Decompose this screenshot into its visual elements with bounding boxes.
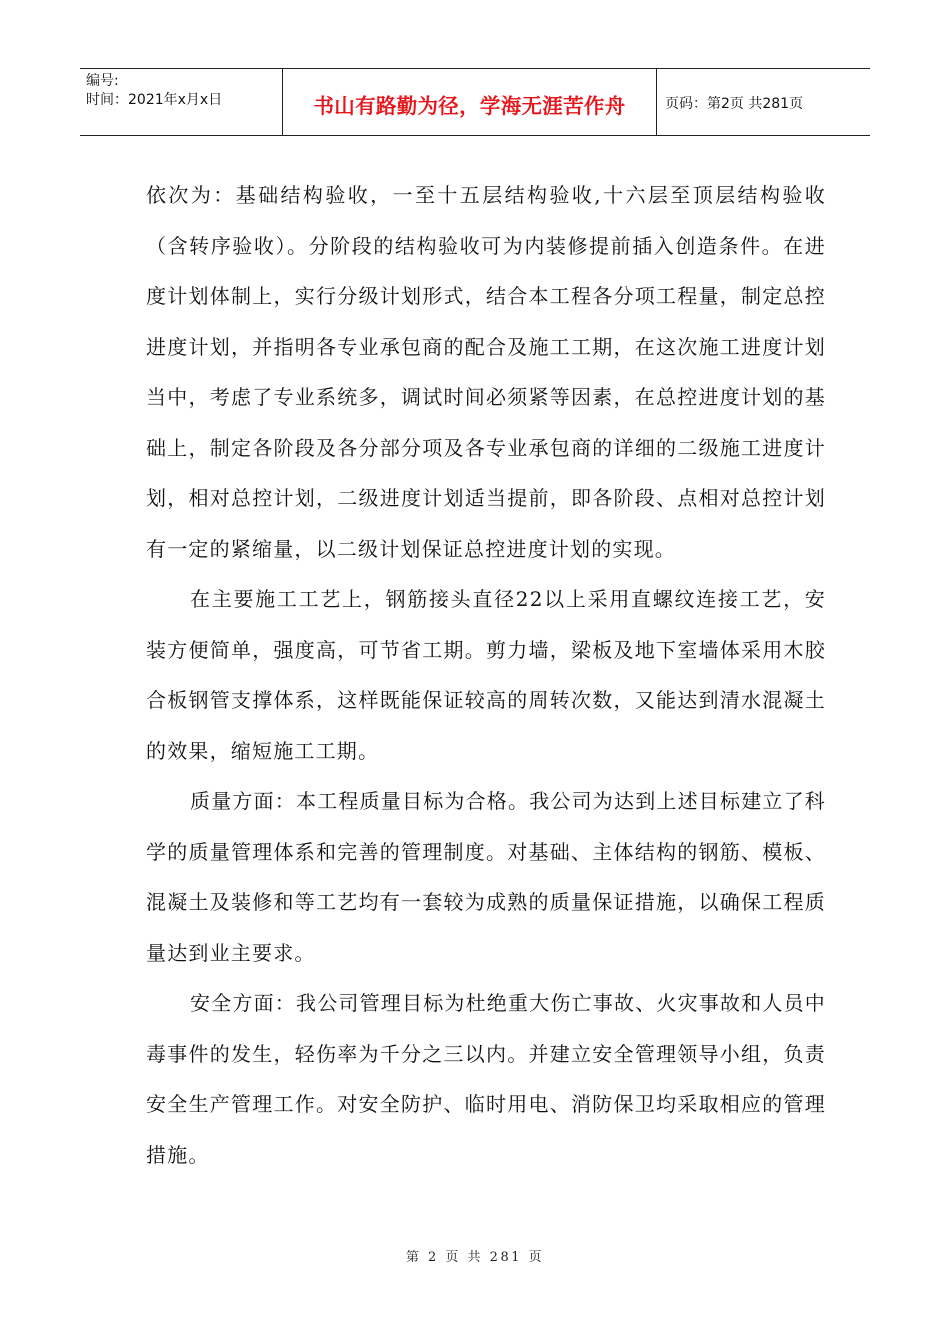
- date-label: 时间：2021年x月x日: [86, 92, 223, 108]
- motto-text: 书山有路勤为径，学海无涯苦作舟: [313, 94, 626, 118]
- paragraph-schedule: 依次为：基础结构验收，一至十五层结构验收,十六层至顶层结构验收（含转序验收）。分阶段的结构验收可为内装修提前插入创造条件。在进度计划体制上，实行分级计划形式，结合本工程各分项工程量，制定总控进度计划，并指明各专业承包商的配合及施工工期，在这次施工进度计划当中，考虑了专业系统多，调试时间必须紧等因素，在总控进度计划的基础上，制定各阶段及各分部分项及各专业承包商的详细的二级施工进度计划，相对总控计划，二级进度计划适当提前，即各阶段、点相对总控计划有一定的紧缩量，以二级计划保证总控进度计划的实现。: [146, 183, 826, 561]
- paragraph-safety: 安全方面：我公司管理目标为杜绝重大伤亡事故、火灾事故和人员中毒事件的发生，轻伤率为千分之三以内。并建立安全管理领导小组，负责安全生产管理工作。对安全防护、临时用电、消防保卫均采取相应的管理措施。: [146, 991, 826, 1167]
- document-body: [146, 170, 826, 1180]
- paragraph-quality: 质量方面：本工程质量目标为合格。我公司为达到上述目标建立了科学的质量管理体系和完善的管理制度。对基础、主体结构的钢筋、模板、混凝土及装修和等工艺均有一套较为成熟的质量保证措施，以确保工程质量达到业主要求。: [146, 789, 826, 965]
- header-motto-cell: [283, 69, 657, 135]
- page-code: 页码：第2页 共281页: [665, 96, 804, 112]
- page-header: [80, 68, 870, 136]
- header-page-cell: [657, 69, 870, 135]
- paragraph-process: 在主要施工工艺上，钢筋接头直径22以上采用直螺纹连接工艺，安装方便简单，强度高，可节省工期。剪力墙，梁板及地下室墙体采用木胶合板钢管支撑体系，这样既能保证较高的周转次数，又能达到清水混凝土的效果，缩短施工工期。: [146, 587, 826, 763]
- header-info-cell: [80, 69, 283, 135]
- number-label: 编号:: [86, 73, 119, 89]
- page-footer: 第 2 页 共 281 页: [405, 1250, 545, 1265]
